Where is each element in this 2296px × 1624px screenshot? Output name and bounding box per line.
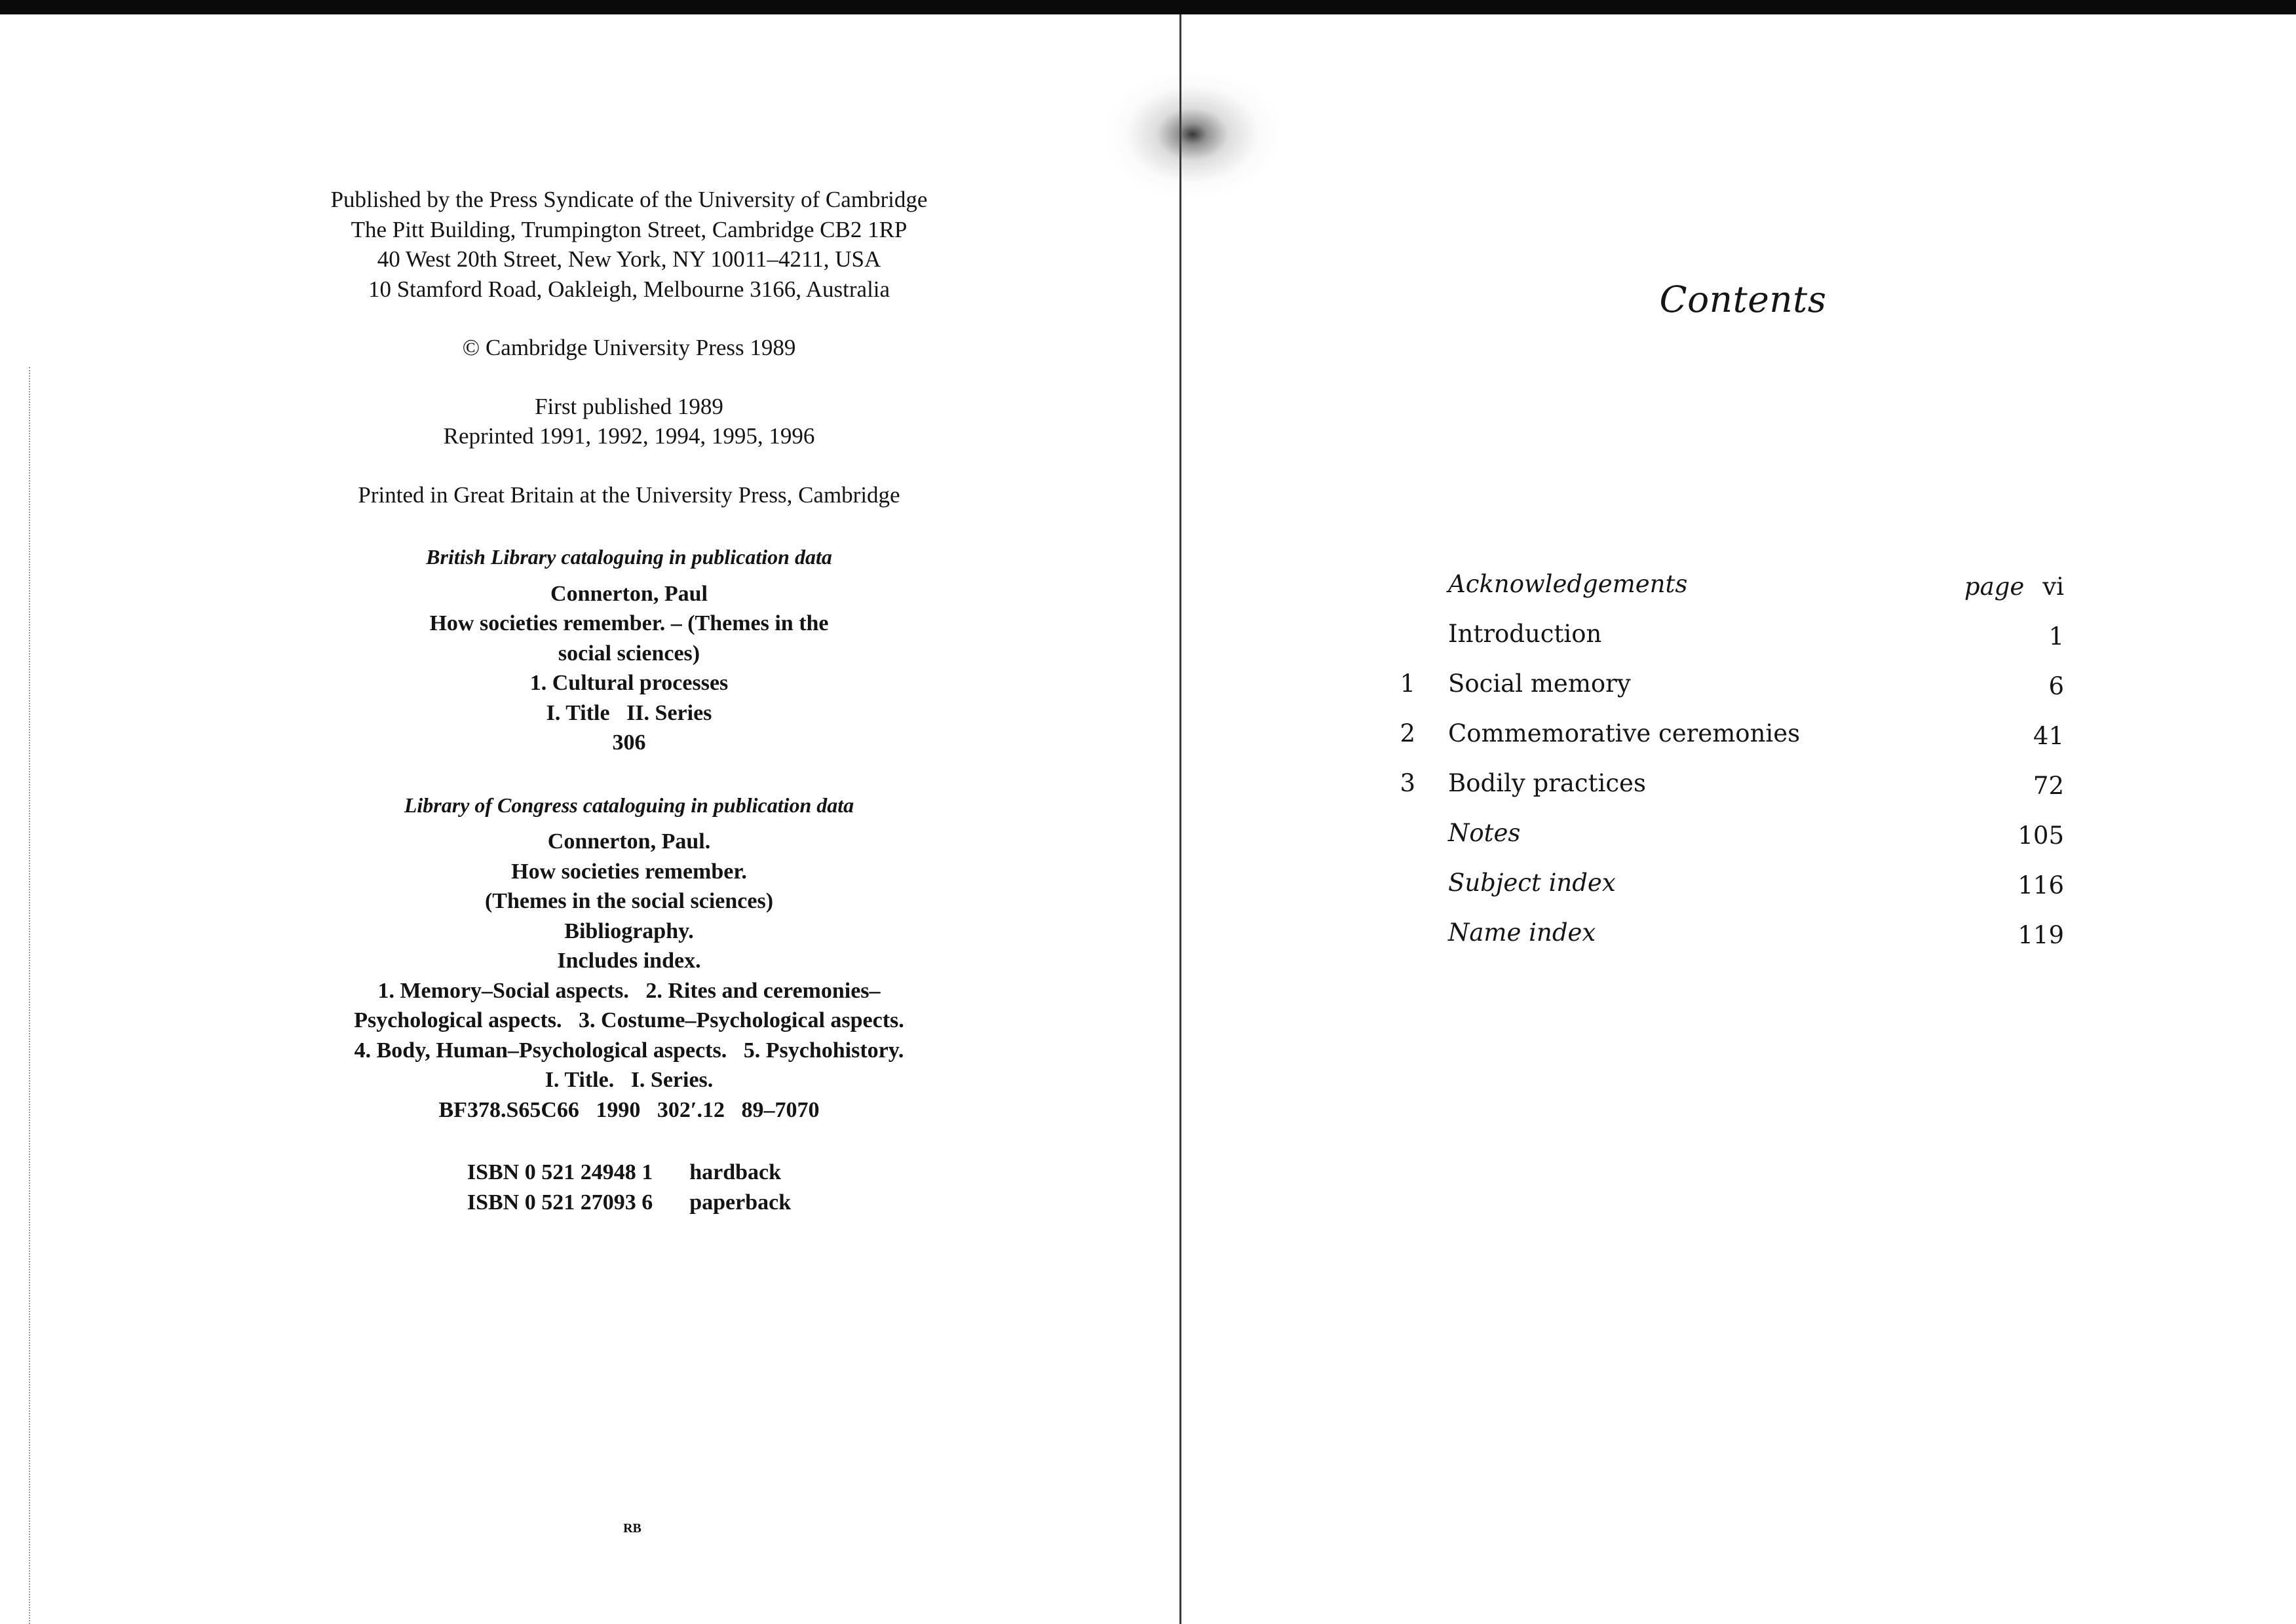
- library-of-congress-cip: [216, 791, 1042, 1125]
- toc-entry[interactable]: [1389, 819, 2084, 869]
- isbn-row: [449, 1188, 809, 1218]
- page-label: page: [1964, 573, 2025, 601]
- toc-entry-title: Name index: [1448, 918, 1596, 947]
- cip-line: 4. Body, Human–Psychological aspects. 5. Psychohistory.: [354, 1038, 904, 1063]
- toc-entry-title: Acknowledgements: [1448, 570, 1688, 598]
- isbn-number: ISBN 0 521 27093 6: [467, 1190, 653, 1215]
- isbn-number: ISBN 0 521 24948 1: [467, 1160, 653, 1184]
- cip-line: How societies remember. – (Themes in the: [429, 611, 829, 635]
- cip-line: Connerton, Paul.: [547, 829, 711, 854]
- cip-line: I. Title. I. Series.: [545, 1068, 714, 1092]
- reprint-history: Reprinted 1991, 1992, 1994, 1995, 1996: [443, 423, 815, 449]
- toc-entry-page: vi: [2042, 573, 2064, 601]
- cip-line: 306: [612, 730, 646, 755]
- cip-line: How societies remember.: [511, 859, 747, 884]
- isbn-binding: hardback: [689, 1160, 782, 1184]
- publisher-line: The Pitt Building, Trumpington Street, Cambridge CB2 1RP: [351, 216, 908, 242]
- imprint-page: [216, 185, 1042, 1218]
- toc-entry-page-ref: [1964, 573, 2064, 601]
- copyright-notice: © Cambridge University Press 1989: [462, 335, 796, 360]
- publisher-line: 40 West 20th Street, New York, NY 10011–4211, USA: [377, 246, 881, 272]
- toc-entry[interactable]: [1389, 769, 2084, 819]
- toc-entry-page: 6: [2048, 672, 2064, 700]
- toc-entry[interactable]: [1389, 719, 2084, 769]
- publisher-line: 10 Stamford Road, Oakleigh, Melbourne 3166, Australia: [368, 276, 890, 302]
- cip-line: Psychological aspects. 3. Costume–Psychological aspects.: [354, 1008, 904, 1032]
- british-library-heading: British Library cataloguing in publication data: [426, 545, 832, 569]
- scan-top-border: [0, 0, 2296, 14]
- publisher-address: [216, 185, 1042, 304]
- first-published: First published 1989: [535, 393, 723, 419]
- toc-entry-title: Notes: [1448, 819, 1521, 847]
- toc-entry-page: 41: [2033, 722, 2064, 750]
- toc-entry-title: Bodily practices: [1448, 769, 1646, 797]
- table-of-contents: [1389, 570, 2084, 968]
- british-library-cip: [216, 542, 1042, 758]
- toc-entry-title: Commemorative ceremonies: [1448, 719, 1801, 747]
- printer-statement: Printed in Great Britain at the University Press, Cambridge: [358, 482, 900, 508]
- cip-line: Bibliography.: [564, 918, 694, 943]
- book-gutter: [1179, 14, 1181, 1624]
- toc-entry-page: 119: [2018, 921, 2064, 949]
- publisher-line: Published by the Press Syndicate of the University of Cambridge: [330, 187, 928, 212]
- toc-entry-number: 1: [1400, 670, 1415, 698]
- toc-entry[interactable]: [1389, 620, 2084, 670]
- library-of-congress-heading: Library of Congress cataloguing in publication data: [404, 793, 854, 817]
- toc-entry-number: 2: [1400, 719, 1415, 747]
- scan-gutter-shadow: [1107, 72, 1278, 197]
- toc-entry-title: Subject index: [1448, 869, 1616, 897]
- cip-line: BF378.S65C66 1990 302′.12 89–7070: [438, 1097, 820, 1122]
- toc-entry-number: 3: [1400, 769, 1415, 797]
- cip-line: I. Title II. Series: [546, 700, 712, 725]
- cip-line: Includes index.: [557, 949, 701, 973]
- cip-line: 1. Cultural processes: [529, 671, 729, 695]
- cip-line: social sciences): [558, 641, 700, 666]
- toc-entry[interactable]: [1389, 570, 2084, 620]
- toc-entry-page: 116: [2018, 871, 2064, 899]
- isbn-row: [449, 1158, 809, 1188]
- cip-line: (Themes in the social sciences): [484, 889, 774, 913]
- cip-line: Connerton, Paul: [550, 581, 708, 606]
- isbn-list: [449, 1158, 809, 1218]
- toc-entry-title: Introduction: [1448, 620, 1602, 648]
- toc-entry-page: 72: [2033, 772, 2064, 800]
- contents-title: Contents: [1659, 278, 1827, 320]
- toc-entry-page: 1: [2048, 622, 2064, 651]
- isbn-binding: paperback: [689, 1190, 792, 1215]
- toc-entry-page: 105: [2018, 821, 2064, 850]
- toc-entry-title: Social memory: [1448, 670, 1631, 698]
- toc-entry[interactable]: [1389, 670, 2084, 719]
- printer-mark: RB: [623, 1521, 641, 1536]
- scan-left-edge: [29, 367, 31, 1624]
- toc-entry[interactable]: [1389, 869, 2084, 918]
- toc-entry[interactable]: [1389, 918, 2084, 968]
- cip-line: 1. Memory–Social aspects. 2. Rites and ceremonies–: [377, 978, 881, 1003]
